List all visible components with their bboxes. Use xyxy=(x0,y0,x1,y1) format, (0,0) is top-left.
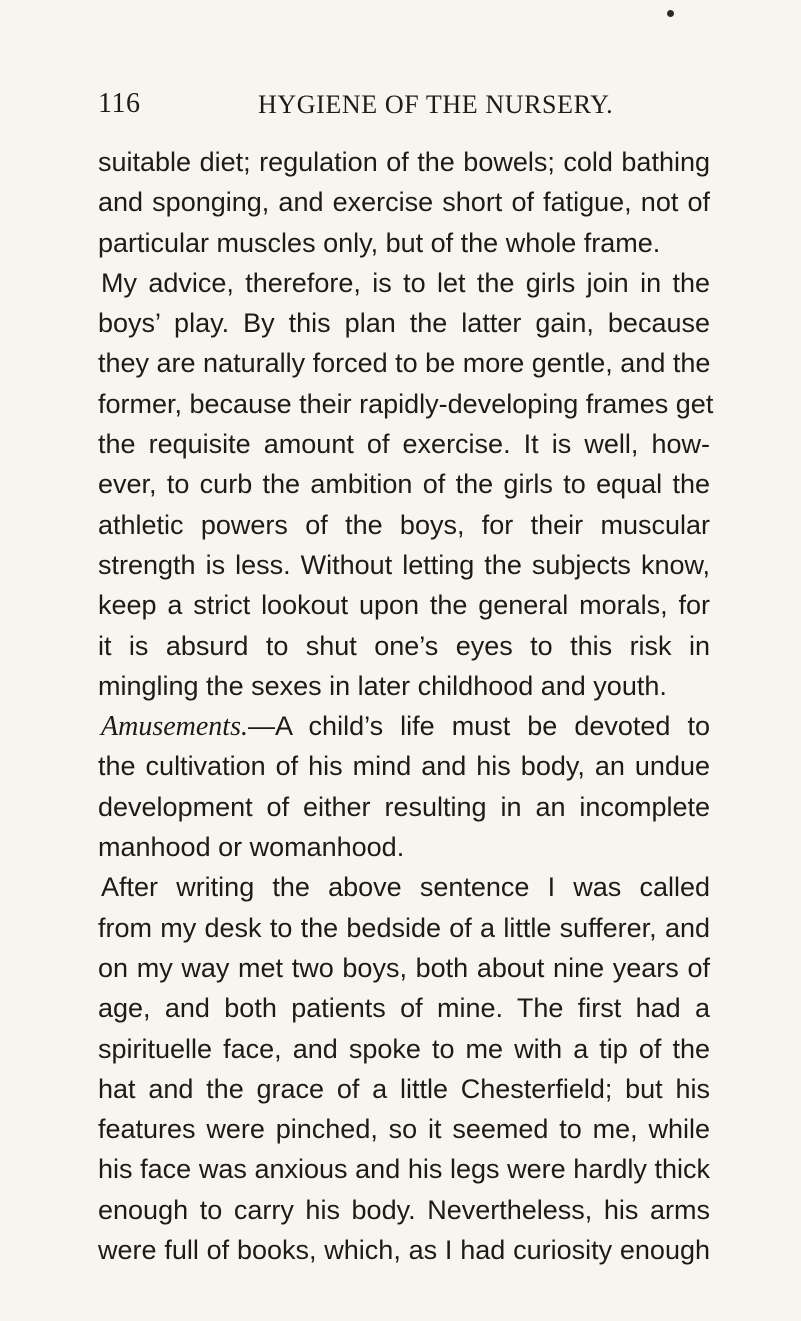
text-line: the requisite amount of exercise. It is well, how- xyxy=(98,429,710,460)
text-line: My advice, therefore, is to let the girls join in the xyxy=(101,267,710,298)
text-line: keep a strict lookout upon the general morals, for xyxy=(98,590,710,621)
text-line: After writing the above sentence I was called xyxy=(101,872,710,903)
running-header xyxy=(98,88,708,128)
text-line: his face was anxious and his legs were hardly thick xyxy=(98,1154,710,1185)
text-line: from my desk to the bedside of a little sufferer, and xyxy=(98,912,710,943)
text-line: strength is less. Without letting the subjects know, xyxy=(98,549,710,580)
amusements-line xyxy=(98,706,710,746)
text-line: features were pinched, so it seemed to me, while xyxy=(98,1114,710,1145)
text-line: hat and the grace of a little Chesterfield; but his xyxy=(98,1073,710,1104)
text-line: suitable diet; regulation of the bowels; cold bathing xyxy=(98,147,710,177)
amusements-line-rest: —A child’s life must be devoted to xyxy=(247,711,710,742)
text-line: manhood or womanhood. xyxy=(98,832,405,863)
body-text xyxy=(98,142,714,1270)
text-line: athletic powers of the boys, for their muscular xyxy=(98,509,710,540)
ink-dot xyxy=(667,10,674,17)
text-line: the cultivation of his mind and his body, an undue xyxy=(98,751,710,782)
text-line: enough to carry his body. Nevertheless, his arms xyxy=(98,1194,710,1225)
text-line: on my way met two boys, both about nine years of xyxy=(98,952,710,983)
text-line: they are naturally forced to be more gentle, and the xyxy=(98,348,711,379)
text-line: were full of books, which, as I had curiosity enough xyxy=(98,1235,710,1266)
text-line: particular muscles only, but of the whole frame. xyxy=(98,227,661,258)
text-line: development of either resulting in an incomplete xyxy=(98,791,710,822)
text-line: and sponging, and exercise short of fatigue, not of xyxy=(98,187,710,218)
text-line: age, and both patients of mine. The first had a xyxy=(98,993,710,1024)
text-line: spirituelle face, and spoke to me with a tip of the xyxy=(98,1033,710,1064)
running-head-title: HYGIENE OF THE NURSERY. xyxy=(258,90,614,119)
amusements-heading: Amusements. xyxy=(101,711,248,743)
text-line: boys’ play. By this plan the latter gain, because xyxy=(98,308,710,339)
text-line: mingling the sexes in later childhood and youth. xyxy=(98,670,667,701)
page-number: 116 xyxy=(98,88,141,119)
text-line: ever, to curb the ambition of the girls to equal the xyxy=(98,469,710,500)
text-line: it is absurd to shut one’s eyes to this risk in xyxy=(98,630,710,661)
text-line: former, because their rapidly-developing frames get xyxy=(98,388,714,419)
